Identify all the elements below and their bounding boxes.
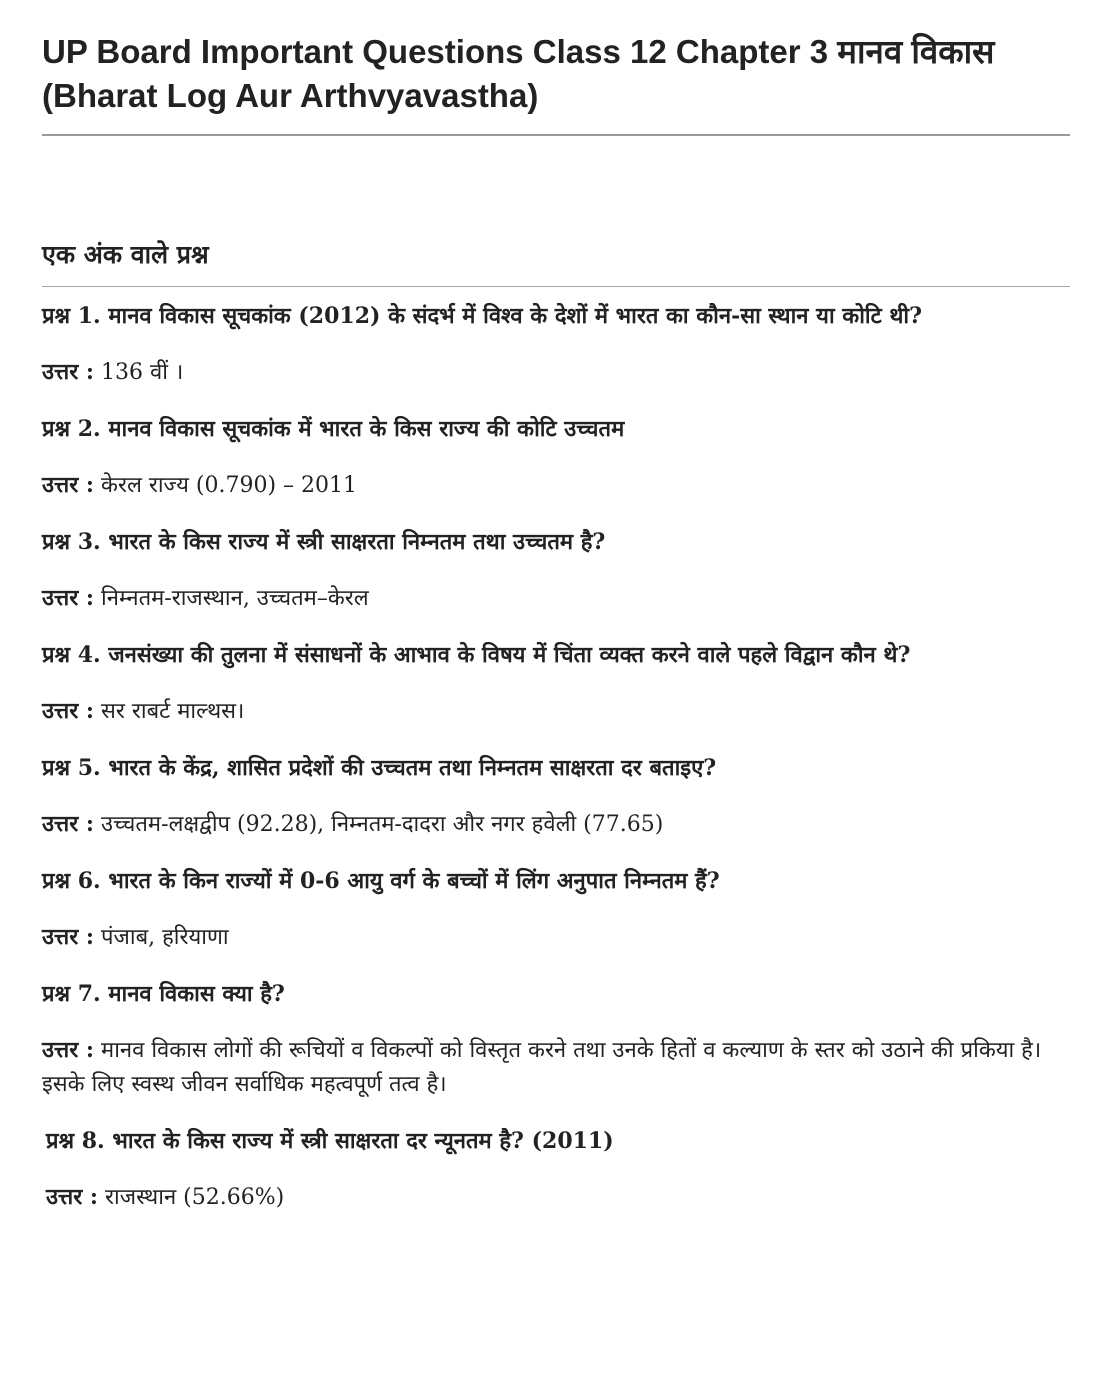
question-1: प्रश्न 1. मानव विकास सूचकांक (2012) के संदर्भ में विश्व के देशों में भारत का कौन-सा स्थान या कोटि थी? [42,303,922,329]
answer-label: उत्तर : [42,472,95,498]
question-8: प्रश्न 8. भारत के किस राज्य में स्त्री साक्षरता दर न्यूनतम है? (2011) [46,1128,614,1154]
answer-label: उत्तर : [46,1184,99,1210]
question-4: प्रश्न 4. जनसंख्या की तुलना में संसाधनों के आभाव के विषय में चिंता व्यक्त करने वाले पहले विद्वान कौन थे? [42,642,911,668]
question-3: प्रश्न 3. भारत के किस राज्य में स्त्री साक्षरता निम्नतम तथा उच्चतम है? [42,529,606,555]
question-7: प्रश्न 7. मानव विकास क्या है? [42,981,285,1007]
qa-item-8 [42,1124,1070,1215]
answer-5 [42,807,1070,842]
answer-text: निम्नतम-राजस्थान, उच्चतम–केरल [101,586,369,611]
answer-label: उत्तर : [42,698,95,724]
section-heading: एक अंक वाले प्रश्न [42,240,209,269]
qa-item-4 [42,638,1070,729]
answer-4 [42,694,1070,729]
question-5: प्रश्न 5. भारत के केंद्र, शासित प्रदेशों की उच्चतम तथा निम्नतम साक्षरता दर बताइए? [42,755,717,781]
qa-list [42,299,1070,1215]
qa-item-5 [42,751,1070,842]
answer-label: उत्तर : [42,1037,95,1063]
qa-item-1 [42,299,1070,390]
answer-2 [42,468,1070,503]
answer-text: 136 वीं । [101,360,184,385]
qa-item-3 [42,525,1070,616]
qa-item-2 [42,412,1070,503]
answer-text: सर राबर्ट माल्थस। [101,699,245,724]
answer-8 [46,1180,1070,1215]
answer-label: उत्तर : [42,359,95,385]
answer-text: मानव विकास लोगों की रूचियों व विकल्पों को विस्तृत करने तथा उनके हितों व कल्याण के स्तर को उठाने की प्रकिया है। इसके लिए स्वस्थ जीवन सर्वाधिक महत्वपूर्ण तत्व है। [42,1038,1042,1097]
answer-1 [42,355,1070,390]
answer-text: केरल राज्य (0.790) – 2011 [101,473,358,498]
page-title: UP Board Important Questions Class 12 Chapter 3 मानव विकास (Bharat Log Aur Arthvyavastha) [42,33,995,114]
title-divider [42,134,1070,136]
answer-3 [42,581,1070,616]
answer-text: राजस्थान (52.66%) [105,1185,285,1210]
answer-7 [42,1033,1070,1102]
answer-label: उत्तर : [42,585,95,611]
question-6: प्रश्न 6. भारत के किन राज्यों में 0-6 आयु वर्ग के बच्चों में लिंग अनुपात निम्नतम हैं? [42,868,720,894]
question-2: प्रश्न 2. मानव विकास सूचकांक में भारत के किस राज्य की कोटि उच्चतम [42,416,625,442]
section-divider [42,286,1070,287]
answer-6 [42,920,1070,955]
answer-text: उच्चतम-लक्षद्वीप (92.28), निम्नतम-दादरा और नगर हवेली (77.65) [101,812,664,837]
answer-label: उत्तर : [42,811,95,837]
answer-label: उत्तर : [42,924,95,950]
answer-text: पंजाब, हरियाणा [101,925,229,950]
article [42,30,1070,1237]
qa-item-7 [42,977,1070,1102]
qa-item-6 [42,864,1070,955]
